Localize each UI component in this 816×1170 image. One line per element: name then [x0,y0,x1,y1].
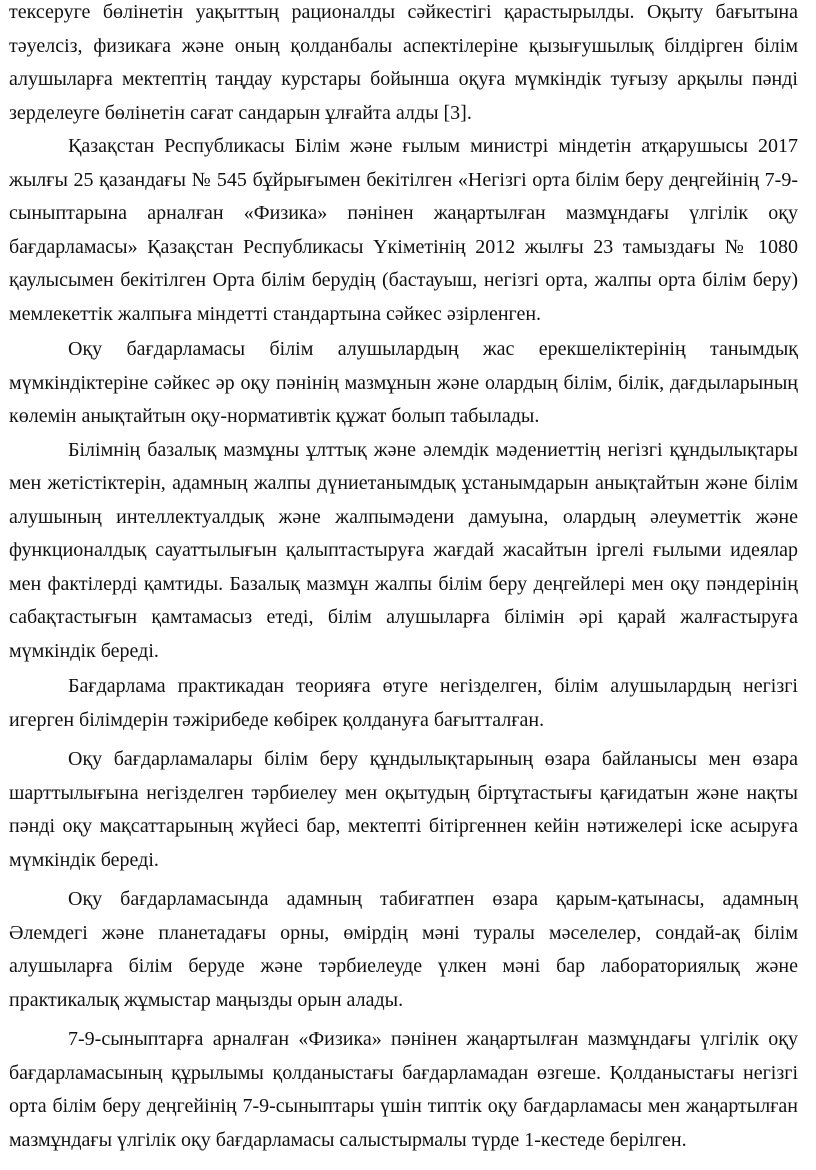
paragraph-nature-relations: Оқу бағдарламасында адамның табиғатпен өзара қарым-қатынасы, адамның Әлемдегі және планетадағы орны, өмірдің мәні туралы мәселелер, сондай-ақ білім алушыларға білім беруде және тәрбиелеуде үлкен мәні бар лабораториялық және практикалық жұмыстар маңызды орын алады. [9,888,798,1011]
paragraph-practice-to-theory: Бағдарлама практикадан теорияға өтуге негізделген, білім алушылардың негізгі игерген білімдерін тәжірибеде көбірек қолдануға бағытталған. [9,675,798,731]
paragraph-structure-comparison: 7-9-сыныптарға арналған «Физика» пәнінен жаңартылған мазмұндағы үлгілік оқу бағдарламасының құрылымы қолданыстағы бағдарламадан өзгеше. Қолданыстағы негізгі орта білім беру деңгейінің 7-9-сыныптары үшін типтік оқу бағдарламасы мен жаңартылған мазмұндағы үлгілік оқу бағдарламасы салыстырмалы түрде 1-кестеде берілген. [9,1028,798,1151]
paragraph-program-definition: Оқу бағдарламасы білім алушылардың жас ерекшеліктерінің танымдық мүмкіндіктеріне сәйкес әр оқу пәнінің мазмұнын және олардың білім, білік, дағдыларының көлемін анықтайтын оқу-нормативтік құжат болып табылады. [9,338,798,427]
paragraph-basic-content: Білімнің базалық мазмұны ұлттық және әлемдік мәдениеттің негізгі құндылықтары мен жетістіктерін, адамның жалпы дүниетанымдық ұстанымдарын анықтайтын және білім алушының интеллектуалдық және жалпымәдени дамуына, олардың әлеуметтік және функционалдық сауаттылығын қалыптастыруға жағдай жасайтын іргелі ғылыми идеялар мен фактілерді қамтиды. Базалық мазмұн жалпы білім беру деңгейлері мен оқу пәндерінің сабақтастығын қамтамасыз етеді, білім алушыларға білімін әрі қарай жалғастыруға мүмкіндік береді. [9,438,798,662]
paragraph-standard-basis: Қазақстан Республикасы Білім және ғылым министрі міндетін атқарушысы 2017 жылғы 25 қазандағы № 545 бұйрығымен бекітілген «Негізгі орта білім беру деңгейінің 7-9-сыныптарына арналған «Физика» пәнінен жаңартылған мазмұндағы үлгілік оқу бағдарламасы» Қазақстан Республикасы Үкіметінің 2012 жылғы 23 тамыздағы № 1080 қаулысымен бекітілген Орта білім берудің (бастауыш, негізгі орта, жалпы орта білім беру) мемлекеттік жалпыға міндетті стандартына сәйкес әзірленген. [9,135,798,325]
paragraph-values-unity: Оқу бағдарламалары білім беру құндылықтарының өзара байланысы мен өзара шарттылығына негізделген тәрбиелеу мен оқытудың біртұтастығы қағидатын және нақты пәнді оқу мақсаттарының жүйесі бар, мектепті бітіргеннен кейін нәтижелері іске асыруға мүмкіндік береді. [9,748,798,871]
paragraph-continued: тексеруге бөлінетін уақыттың рационалды сәйкестігі қарастырылды. Оқыту бағытына тәуелсіз, физикаға және оның қолданбалы аспектілеріне қызығушылық білдірген білім алушыларға мектептің таңдау курстары бойынша оқуға мүмкіндік туғызу арқылы пәнді зерделеуге бөлінетін сағат сандарын ұлғайта алды [3]. [9,1,798,124]
